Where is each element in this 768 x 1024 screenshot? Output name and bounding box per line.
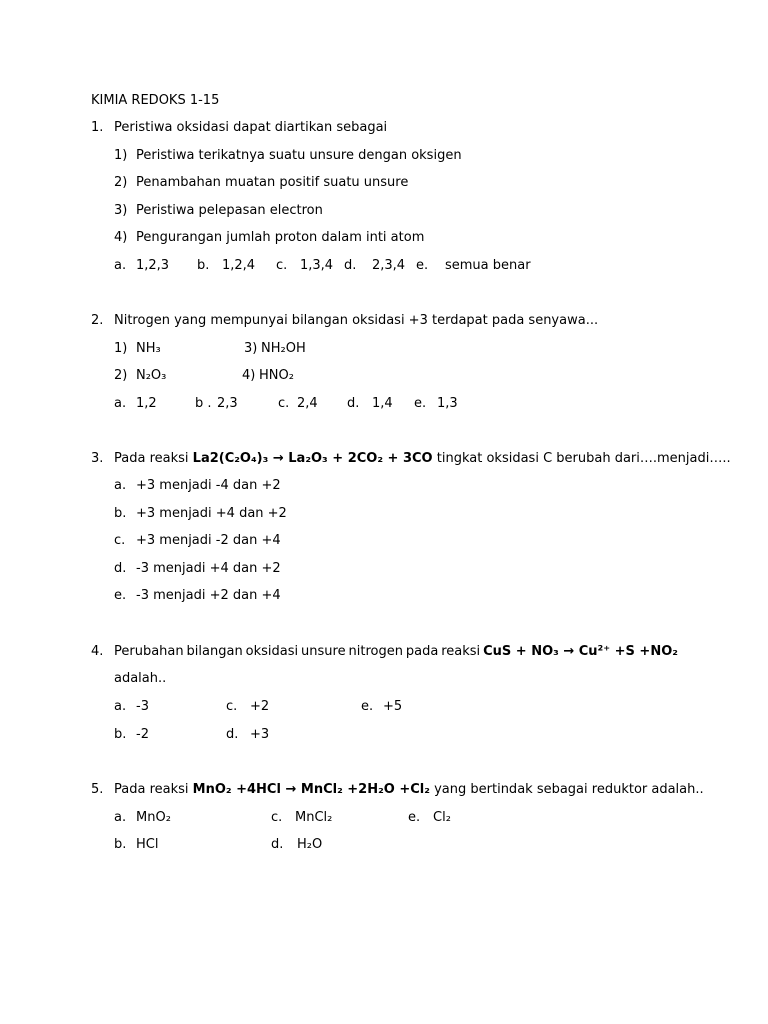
q5-option-text: HCl	[136, 837, 159, 852]
q1-option-letter: a.	[114, 258, 127, 273]
q1-item-text: Peristiwa terikatnya suatu unsure dengan oksigen	[136, 148, 462, 163]
q1-option-text: semua benar	[445, 258, 531, 273]
q5-option-text: MnCl₂	[295, 810, 333, 825]
q5-text	[114, 782, 704, 798]
q1-option-letter: b.	[197, 258, 210, 273]
q5-option-letter: b.	[114, 837, 127, 852]
q1-item-number: 4)	[114, 230, 128, 245]
q4-option-letter: c.	[226, 699, 238, 714]
q3-option-text: +3 menjadi -2 dan +4	[136, 533, 281, 548]
q4-option-letter: a.	[114, 699, 127, 714]
q2-option-letter: b .	[195, 396, 212, 411]
q4-word: oksidasi	[245, 644, 299, 659]
q4-option-text: -3	[136, 699, 149, 714]
q4-word: pada	[405, 644, 439, 659]
q2-item-text: HNO₂	[259, 368, 294, 383]
q1-item-number: 1)	[114, 148, 128, 163]
q4-option-text: +3	[250, 727, 270, 742]
q1-option-letter: e.	[416, 258, 429, 273]
q2-item-number: 3)	[244, 341, 258, 356]
q2-option-letter: c.	[278, 396, 290, 411]
q1-item-number: 3)	[114, 203, 128, 218]
q3-option-text: +3 menjadi +4 dan +2	[136, 506, 287, 521]
q5-option-text: Cl₂	[433, 810, 451, 825]
q1-option-text: 1,3,4	[300, 258, 334, 273]
q3-option-letter: a.	[114, 478, 127, 493]
q3-number: 3.	[91, 451, 104, 466]
q4-line2: adalah..	[114, 671, 167, 686]
q1-text: Peristiwa oksidasi dapat diartikan sebagai	[114, 120, 388, 135]
q3-option-letter: b.	[114, 506, 127, 521]
q2-option-letter: d.	[347, 396, 360, 411]
q4-option-text: -2	[136, 727, 149, 742]
q3-text	[114, 451, 731, 467]
q5-option-text: MnO₂	[136, 810, 171, 825]
q5-option-text: H₂O	[297, 837, 323, 852]
q5-suffix: yang bertindak sebagai reduktor adalah..	[434, 782, 704, 797]
q2-option-text: 1,3	[437, 396, 458, 411]
q4-option-letter: e.	[361, 699, 374, 714]
q3-option-text: +3 menjadi -4 dan +2	[136, 478, 281, 493]
q2-option-text: 1,4	[372, 396, 393, 411]
q1-item-text: Penambahan muatan positif suatu unsure	[136, 175, 409, 190]
q5-option-letter: d.	[271, 837, 284, 852]
q5-option-letter: a.	[114, 810, 127, 825]
q4-option-letter: d.	[226, 727, 239, 742]
q2-item-text: NH₃	[136, 341, 161, 356]
q3-option-letter: d.	[114, 561, 127, 576]
q2-text: Nitrogen yang mempunyai bilangan oksidasi +3 terdapat pada senyawa...	[114, 313, 599, 328]
q2-item-text: N₂O₃	[136, 368, 167, 383]
q2-option-text: 2,3	[217, 396, 238, 411]
q3-prefix: Pada reaksi	[114, 451, 189, 466]
q5-reaction: MnO₂ +4HCl → MnCl₂ +2H₂O +Cl₂	[192, 782, 430, 797]
q4-word: nitrogen	[348, 644, 403, 659]
q4-option-text: +5	[383, 699, 403, 714]
q4-reaction: CuS + NO₃ → Cu²⁺ +S +NO₂	[483, 644, 678, 659]
q2-option-text: 2,4	[297, 396, 318, 411]
q1-number: 1.	[91, 120, 104, 135]
q3-suffix: tingkat oksidasi C berubah dari….menjadi…..	[436, 451, 731, 466]
q4-word: bilangan	[186, 644, 243, 659]
q4-word: reaksi	[441, 644, 481, 659]
q2-option-letter: e.	[414, 396, 427, 411]
q1-option-letter: d.	[344, 258, 357, 273]
q5-number: 5.	[91, 782, 104, 797]
q2-option-text: 1,2	[136, 396, 157, 411]
q4-option-letter: b.	[114, 727, 127, 742]
doc-title: KIMIA REDOKS 1-15	[91, 93, 220, 108]
q5-option-letter: c.	[271, 810, 283, 825]
q2-option-letter: a.	[114, 396, 127, 411]
q1-option-text: 1,2,3	[136, 258, 170, 273]
q1-option-letter: c.	[276, 258, 288, 273]
q3-reaction: La2(C₂O₄)₃ → La₂O₃ + 2CO₂ + 3CO	[192, 451, 433, 466]
q1-option-text: 2,3,4	[372, 258, 406, 273]
q3-option-text: -3 menjadi +4 dan +2	[136, 561, 281, 576]
q2-item-number: 1)	[114, 341, 128, 356]
q4-option-text: +2	[250, 699, 270, 714]
q4-number: 4.	[91, 644, 104, 659]
q5-prefix: Pada reaksi	[114, 782, 189, 797]
q1-item-text: Peristiwa pelepasan electron	[136, 203, 323, 218]
q2-item-text: NH₂OH	[261, 341, 306, 356]
q5-option-letter: e.	[408, 810, 421, 825]
q4-word: Perubahan	[114, 644, 184, 659]
q3-option-text: -3 menjadi +2 dan +4	[136, 588, 281, 603]
q2-item-number: 4)	[242, 368, 256, 383]
q4-word: unsure	[301, 644, 346, 659]
q2-item-number: 2)	[114, 368, 128, 383]
q1-item-text: Pengurangan jumlah proton dalam inti atom	[136, 230, 425, 245]
q4-text	[114, 644, 678, 659]
q2-number: 2.	[91, 313, 104, 328]
q1-item-number: 2)	[114, 175, 128, 190]
q1-option-text: 1,2,4	[222, 258, 256, 273]
q3-option-letter: e.	[114, 588, 127, 603]
q3-option-letter: c.	[114, 533, 126, 548]
